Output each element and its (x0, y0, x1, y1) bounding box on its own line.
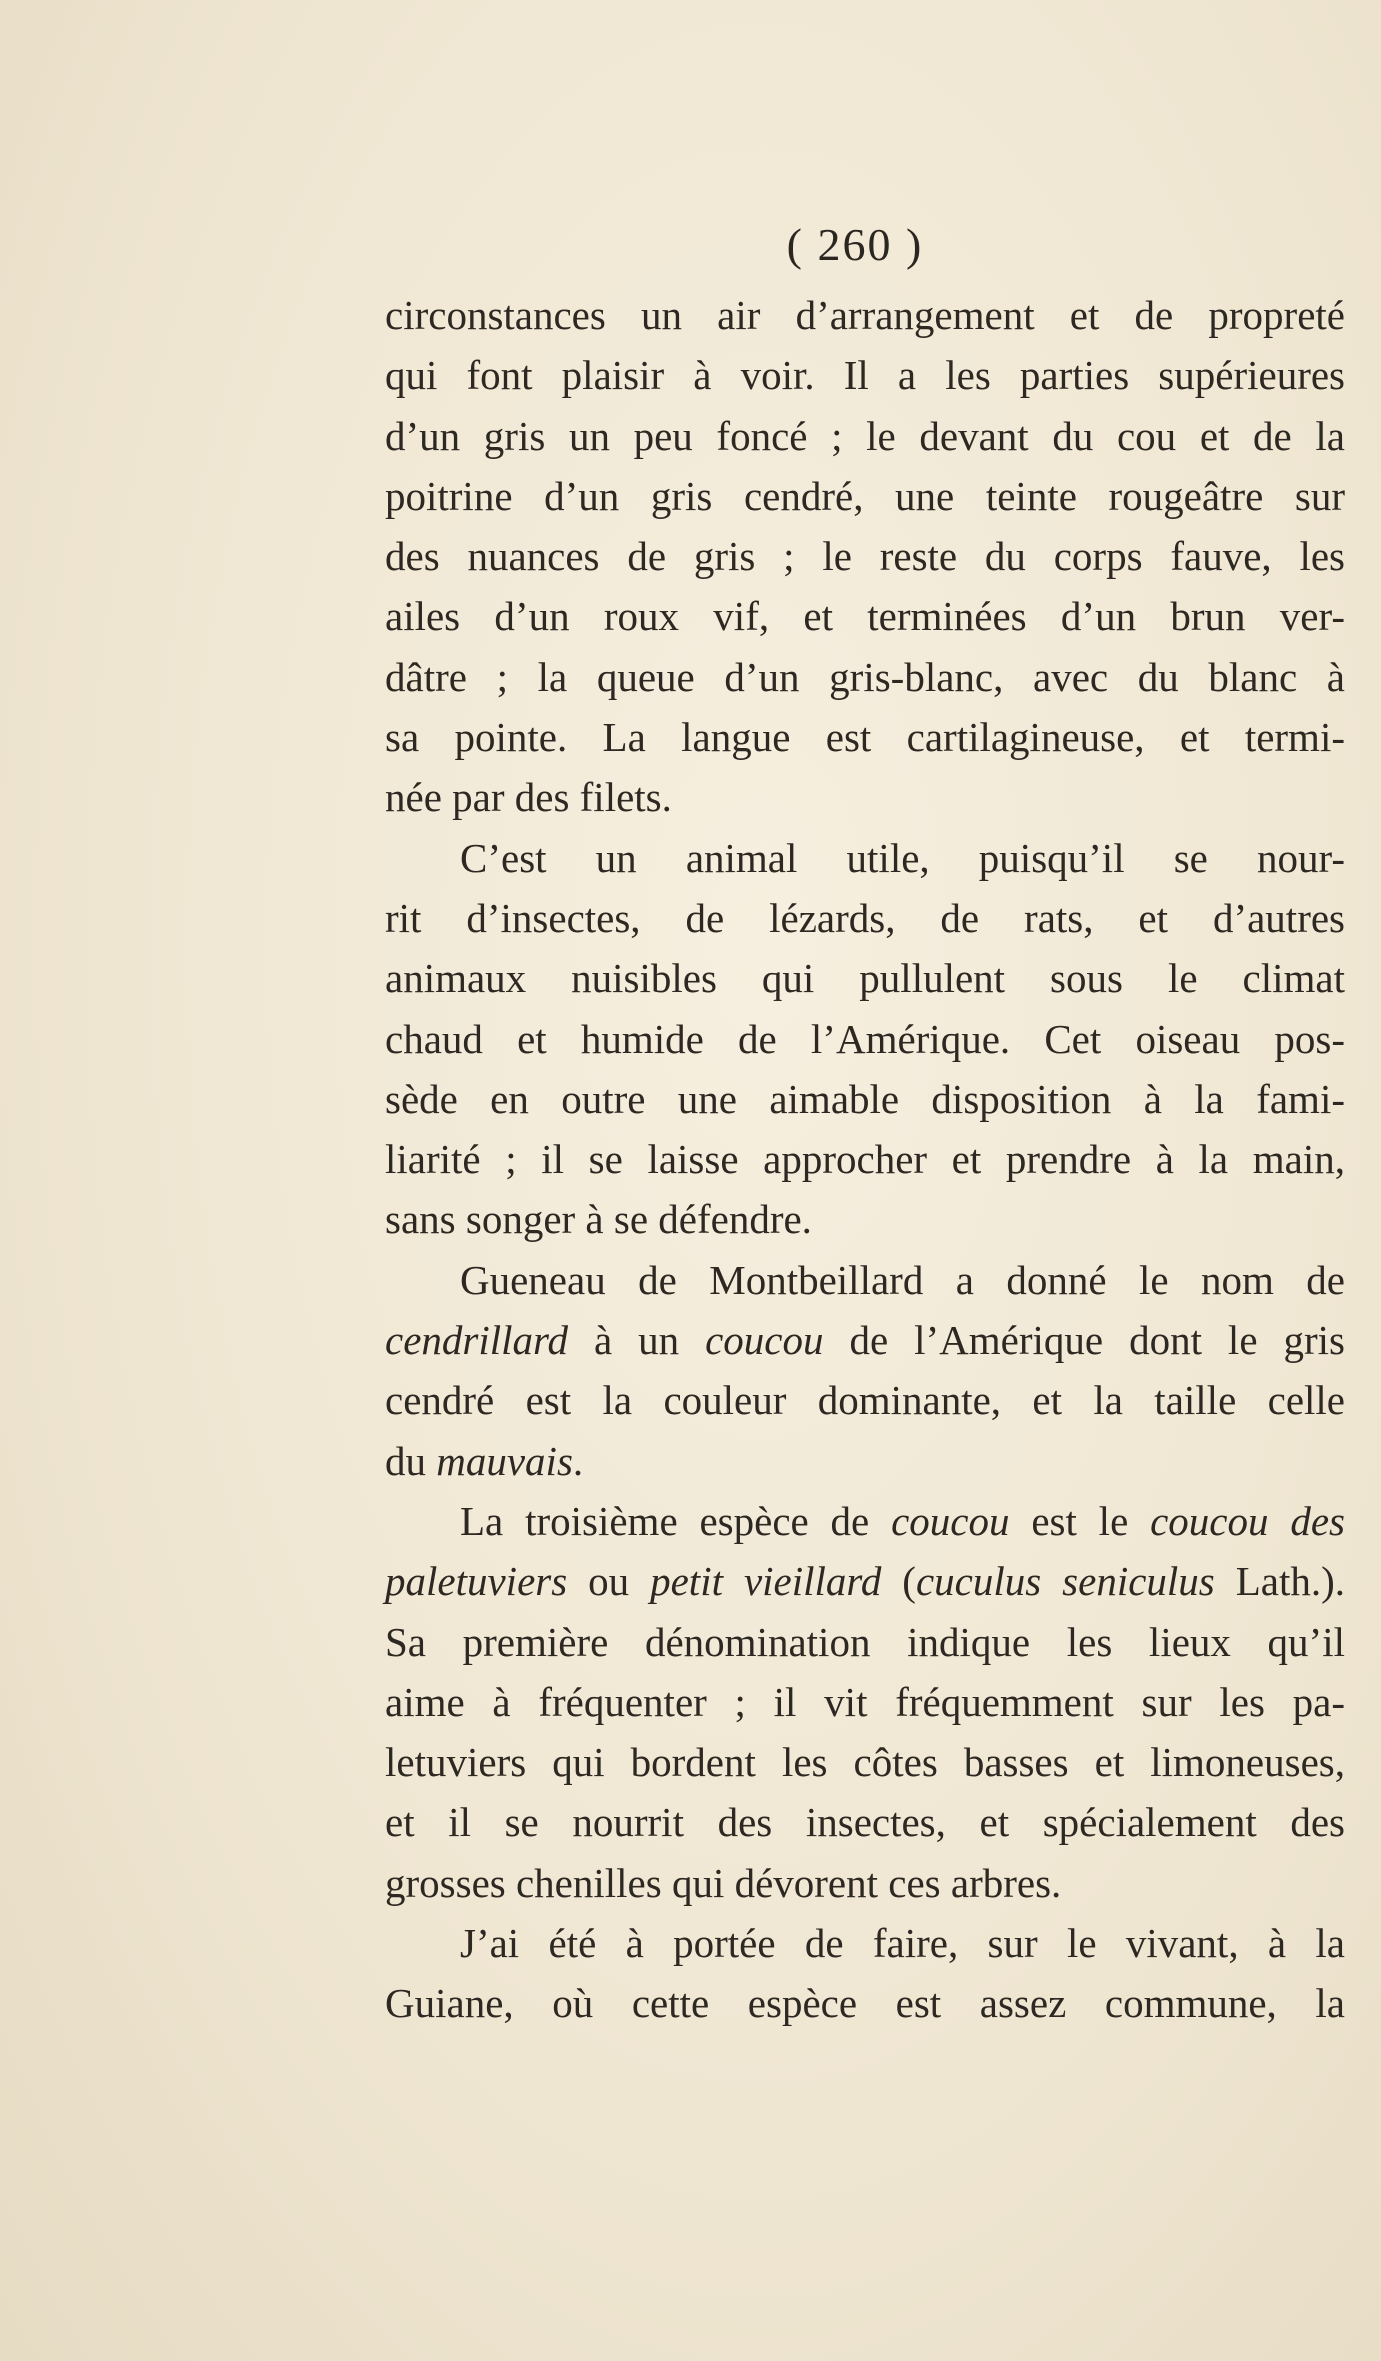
text-line: dâtre ; la queue d’un gris-blanc, avec du blanc à (385, 653, 1345, 700)
text-line: C’est un animal utile, puisqu’il se nour- (460, 834, 1345, 881)
text-line: paletuviers ou petit vieillard (cuculus seniculus Lath.). (385, 1558, 1346, 1605)
text-line: des nuances de gris ; le reste du corps fauve, les (385, 533, 1345, 580)
text-line: qui font plaisir à voir. Il a les parties supérieures (385, 352, 1345, 399)
text-line: aime à fréquenter ; il vit fréquemment sur les pa- (385, 1678, 1345, 1725)
text-line: Gueneau de Montbeillard a donné le nom de (460, 1256, 1345, 1303)
text-line: rit d’insectes, de lézards, de rats, et d’autres (385, 894, 1345, 941)
text-line: sa pointe. La langue est cartilagineuse, et termi- (385, 714, 1345, 761)
text-line: ailes d’un roux vif, et terminées d’un brun ver- (385, 593, 1345, 640)
text-line: cendré est la couleur dominante, et la taille celle (385, 1377, 1345, 1424)
text-line: d’un gris un peu foncé ; le devant du cou et de la (385, 412, 1345, 459)
text-line: sède en outre une aimable disposition à la fami- (385, 1075, 1345, 1122)
text-line: et il se nourrit des insectes, et spécialement des (385, 1799, 1345, 1846)
text-line: poitrine d’un gris cendré, une teinte rougeâtre sur (385, 472, 1345, 519)
text-line: liarité ; il se laisse approcher et prendre à la main, (385, 1136, 1345, 1183)
text-line: letuviers qui bordent les côtes basses et limoneuses, (385, 1739, 1345, 1786)
text-line: Guiane, où cette espèce est assez commune, la (385, 1980, 1345, 2027)
text-line: du mauvais. (385, 1437, 584, 1484)
text-line: grosses chenilles qui dévorent ces arbres. (385, 1859, 1062, 1906)
text-line: animaux nuisibles qui pullulent sous le climat (385, 955, 1345, 1002)
text-line: Sa première dénomination indique les lieux qu’il (385, 1618, 1345, 1665)
text-line: née par des filets. (385, 774, 672, 821)
text-line: chaud et humide de l’Amérique. Cet oiseau pos- (385, 1015, 1345, 1062)
page-number: ( 260 ) (786, 219, 924, 270)
text-block (385, 205, 1345, 2034)
text-line: circonstances un air d’arrangement et de propreté (385, 292, 1345, 338)
text-line: J’ai été à portée de faire, sur le vivant, à la (460, 1920, 1345, 1967)
text-line: sans songer à se défendre. (385, 1196, 812, 1243)
text-line: cendrillard à un coucou de l’Amérique dont le gris (385, 1317, 1345, 1364)
text-line: La troisième espèce de coucou est le coucou des (460, 1497, 1345, 1544)
